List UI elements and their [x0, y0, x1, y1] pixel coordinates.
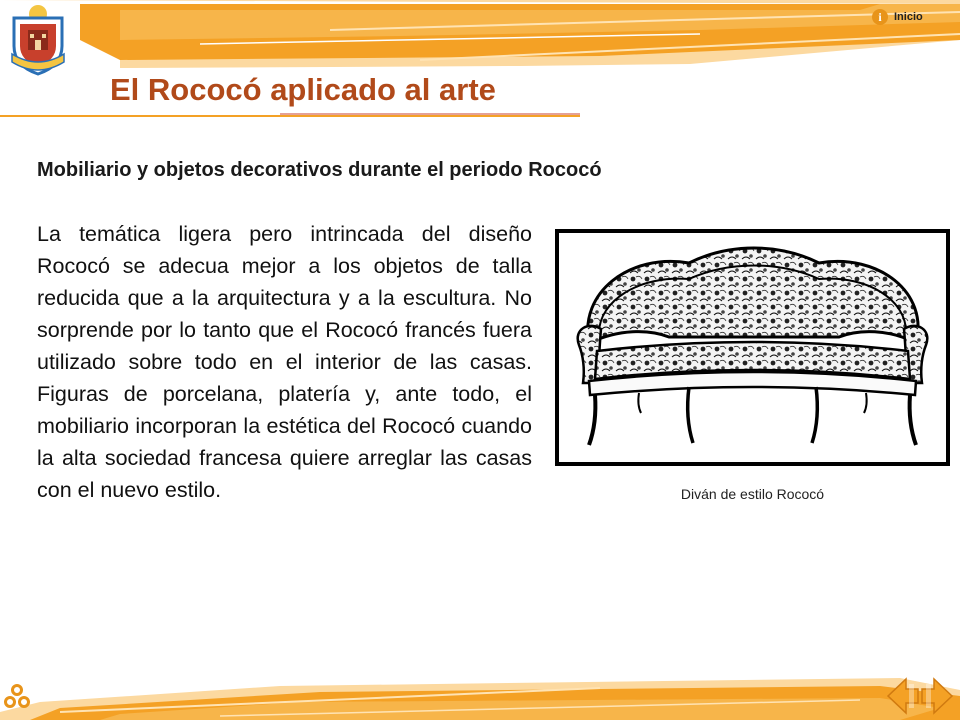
bottom-banner — [0, 672, 960, 720]
section-subtitle: Mobiliario y objetos decorativos durante el periodo Rococó — [37, 159, 602, 181]
divan-image — [555, 229, 950, 466]
info-icon: i — [872, 9, 888, 25]
divan-illustration — [559, 233, 946, 462]
top-banner — [0, 0, 960, 80]
inicio-label: Inicio — [894, 11, 923, 23]
school-logo — [6, 4, 70, 76]
next-arrow-icon[interactable] — [920, 676, 954, 716]
body-paragraph: La temática ligera pero intrincada del diseño Rococó se adecua mejor a los objetos de talla reducida que a la arquitectura y a la escultura. No sorprende por lo tanto que el Rococó francés fuera utilizado sobre todo en el interior de las casas. Figuras de porcelana, platería y, ante todo, el mobiliario incorporan la estética del Rococó cuando la alta sociedad francesa quiere arreglar las casas con el nuevo estilo. — [37, 222, 532, 502]
page-title: El Rococó aplicado al arte — [110, 72, 496, 107]
inicio-link[interactable] — [872, 6, 923, 28]
title-underline — [0, 113, 580, 119]
image-caption: Diván de estilo Rococó — [680, 486, 825, 502]
previous-arrow-icon[interactable] — [886, 676, 920, 716]
flower-ornament-icon — [4, 684, 30, 710]
